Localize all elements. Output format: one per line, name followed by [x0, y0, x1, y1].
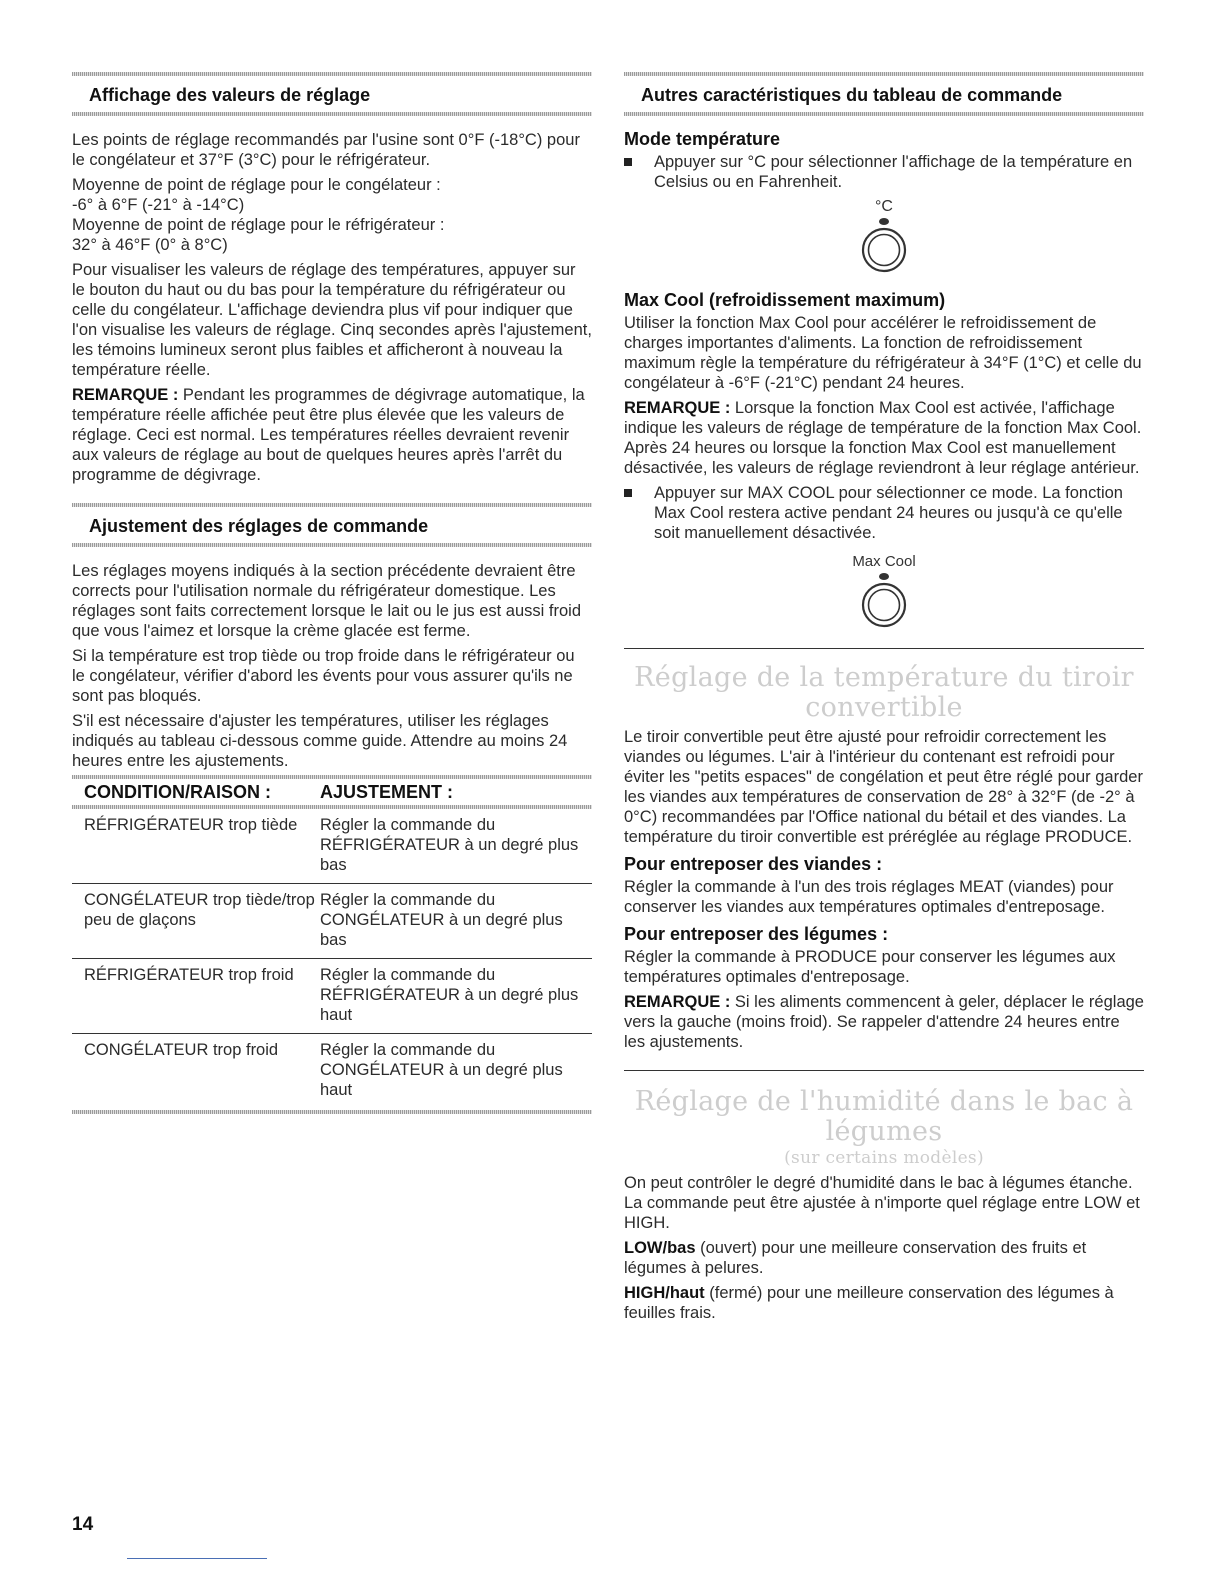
max-cool-button[interactable] — [861, 582, 907, 628]
table-row — [72, 1034, 592, 1109]
footer-line — [127, 1558, 267, 1559]
section-rule — [72, 503, 592, 507]
paragraph: Utiliser la fonction Max Cool pour accélérer le refroidissement de charges importantes d'aliments. La fonction de refroidissement maximum règle la température du réfrigérateur à 34°F (1°C) et celle du congélateur à -6°F (-21°C) pendant 24 heures. — [624, 314, 1142, 392]
note-text: Pendant les programmes de dégivrage automatique, la température réelle affichée peut être plus élevée que les valeurs de réglage. Ceci est normal. Les températures réelles devraient revenir aux valeurs de réglage au bout de quelques heures après l'arrêt du programme de dégivrage. — [72, 386, 585, 484]
section-rule — [624, 112, 1144, 116]
table-cell-adjustment: Régler la commande du RÉFRIGÉRATEUR à un degré plus haut — [320, 959, 592, 1034]
heading-line: convertible — [805, 692, 963, 723]
note-text: Lorsque la fonction Max Cool est activée, l'affichage indique les valeurs de réglage de température de la fonction Max Cool. Après 24 heures ou lorsque la fonction Max Cool est manuellement désactivée, les valeurs de réglage reviendront à leur réglage antérieur. — [624, 399, 1142, 477]
paragraph: On peut contrôler le degré d'humidité dans le bac à légumes étanche. La commande peut être ajustée à n'importe quel réglage entre LOW et HIGH. — [624, 1174, 1140, 1232]
paragraph — [624, 1283, 1144, 1323]
paragraph: Les points de réglage recommandés par l'usine sont 0°F (-18°C) pour le congélateur et 37°F (3°C) pour le réfrigérateur. — [72, 131, 580, 169]
table-cell-condition: RÉFRIGÉRATEUR trop tiède — [72, 809, 320, 884]
heading-line: Réglage de l'humidité dans le bac à légumes — [634, 1086, 1134, 1147]
section-rule — [72, 543, 592, 547]
section-rule — [624, 72, 1144, 76]
paragraph: Régler la commande à l'un des trois réglages MEAT (viandes) pour conserver les viandes aux températures optimales d'entreposage. — [624, 878, 1114, 916]
table-cell-condition: RÉFRIGÉRATEUR trop froid — [72, 959, 320, 1034]
note-paragraph — [624, 992, 1144, 1052]
text-line: Moyenne de point de réglage pour le congélateur : — [72, 176, 441, 194]
paragraph: Les réglages moyens indiqués à la section précédente devraient être corrects pour l'utilisation normale du réfrigérateur domestique. Les réglages sont faits correctement lorsque le lait ou le jus est aussi froid que vous l'aimez et lorsque la crème glacée est ferme. — [72, 562, 582, 640]
subheading-temperature-mode: Mode température — [624, 129, 781, 149]
subheading-store-meats: Pour entreposer des viandes : — [624, 854, 883, 874]
table-row — [72, 884, 592, 959]
heading-line: Réglage de la température du tiroir — [634, 662, 1134, 693]
setting-label-low: LOW/bas — [624, 1239, 696, 1257]
table-header-adjustment: AJUSTEMENT : — [320, 782, 454, 802]
bullet-square-icon — [624, 158, 632, 166]
paragraph: Pour visualiser les valeurs de réglage des températures, appuyer sur le bouton du haut ou du bas pour la température du réfrigérateur ou celle du congélateur. L'affichage deviendra plus vif pour indiquer que l'on visualise les valeurs de réglage. Cinq secondes après l'ajustement, les témoins lumineux seront plus faibles et afficheront à nouveau la température réelle. — [72, 261, 592, 379]
table-rule — [72, 1110, 592, 1114]
table-header-condition: CONDITION/RAISON : — [84, 782, 271, 802]
bullet-item — [624, 152, 1144, 192]
celsius-button-label: °C — [875, 198, 893, 215]
section-divider — [624, 648, 1144, 649]
paragraph: Si la température est trop tiède ou trop froide dans le réfrigérateur ou le congélateur, vérifier d'abord les évents pour vous assurer qu'ils ne sont pas bloqués. — [72, 647, 575, 705]
setting-label-high: HIGH/haut — [624, 1284, 705, 1302]
left-column — [72, 72, 592, 1114]
note-label: REMARQUE : — [624, 399, 731, 417]
subheading-store-vegetables: Pour entreposer des légumes : — [624, 924, 889, 944]
text-line: 32° à 46°F (0° à 8°C) — [72, 236, 228, 254]
note-label: REMARQUE : — [624, 993, 731, 1011]
max-cool-control — [624, 553, 1144, 628]
setting-text: (ouvert) pour une meilleure conservation des fruits et légumes à pelures. — [624, 1239, 1087, 1277]
heading-subtitle: (sur certains modèles) — [784, 1148, 984, 1168]
section-rule — [72, 112, 592, 116]
right-column — [624, 72, 1144, 1323]
celsius-control — [624, 198, 1144, 273]
table-header — [72, 779, 592, 805]
text-line: Moyenne de point de réglage pour le réfrigérateur : — [72, 216, 445, 234]
table-row — [72, 809, 592, 884]
note-text: Si les aliments commencent à geler, déplacer le réglage vers la gauche (moins froid). Se rappeler d'attendre 24 heures entre les ajustements. — [624, 993, 1144, 1051]
bullet-text: Appuyer sur MAX COOL pour sélectionner ce mode. La fonction Max Cool restera active pendant 24 heures ou jusqu'à ce qu'elle soit manuellement désactivée. — [654, 484, 1123, 542]
section-heading-display-settings: Affichage des valeurs de réglage — [89, 85, 371, 105]
note-paragraph — [624, 398, 1144, 478]
indicator-light-icon — [879, 573, 889, 580]
max-cool-button-label: Max Cool — [852, 553, 916, 570]
table-cell-adjustment: Régler la commande du CONGÉLATEUR à un degré plus haut — [320, 1041, 563, 1099]
celsius-button[interactable] — [861, 227, 907, 273]
paragraph — [624, 1238, 1144, 1278]
bullet-item — [624, 483, 1144, 543]
section-heading-crisper-humidity — [624, 1087, 1144, 1169]
section-heading-other-features: Autres caractéristiques du tableau de commande — [641, 85, 1063, 105]
table-cell-adjustment: Régler la commande du RÉFRIGÉRATEUR à un degré plus bas — [320, 809, 592, 884]
bullet-text: Appuyer sur °C pour sélectionner l'affichage de la température en Celsius ou en Fahrenheit. — [654, 153, 1133, 191]
paragraph: Le tiroir convertible peut être ajusté pour refroidir correctement les viandes ou légumes. L'air à l'intérieur du contenant est refroidi pour éviter les "petits espaces" de congélation et peut être réglé pour garder les viandes aux températures de conservation de 28° à 32°F (de -2° à 0°C) recommandées par l'Office national du bétail et des viandes. La température du tiroir convertible est préréglée au réglage PRODUCE. — [624, 728, 1143, 846]
note-paragraph — [72, 385, 592, 485]
text-line: -6° à 6°F (-21° à -14°C) — [72, 196, 245, 214]
page-number: 14 — [72, 1514, 94, 1535]
note-label: REMARQUE : — [72, 386, 179, 404]
paragraph — [72, 175, 592, 255]
bullet-square-icon — [624, 489, 632, 497]
setting-text: (fermé) pour une meilleure conservation des légumes à feuilles frais. — [624, 1284, 1114, 1322]
table-cell-adjustment: Régler la commande du CONGÉLATEUR à un degré plus bas — [320, 884, 592, 959]
paragraph: S'il est nécessaire d'ajuster les températures, utiliser les réglages indiqués au tableau ci-dessous comme guide. Attendre au moins 24 heures entre les ajustements. — [72, 712, 568, 770]
indicator-light-icon — [879, 218, 889, 225]
section-rule — [72, 72, 592, 76]
section-divider — [624, 1070, 1144, 1071]
section-heading-convertible-drawer — [624, 663, 1144, 723]
section-heading-adjust-controls: Ajustement des réglages de commande — [89, 516, 429, 536]
paragraph: Régler la commande à PRODUCE pour conserver les légumes aux températures optimales d'entreposage. — [624, 948, 1116, 986]
adjustment-table — [72, 809, 592, 1108]
subheading-max-cool: Max Cool (refroidissement maximum) — [624, 290, 946, 310]
table-cell-condition: CONGÉLATEUR trop froid — [84, 1041, 279, 1059]
table-cell-condition: CONGÉLATEUR trop tiède/trop peu de glaçons — [72, 884, 320, 959]
table-row — [72, 959, 592, 1034]
